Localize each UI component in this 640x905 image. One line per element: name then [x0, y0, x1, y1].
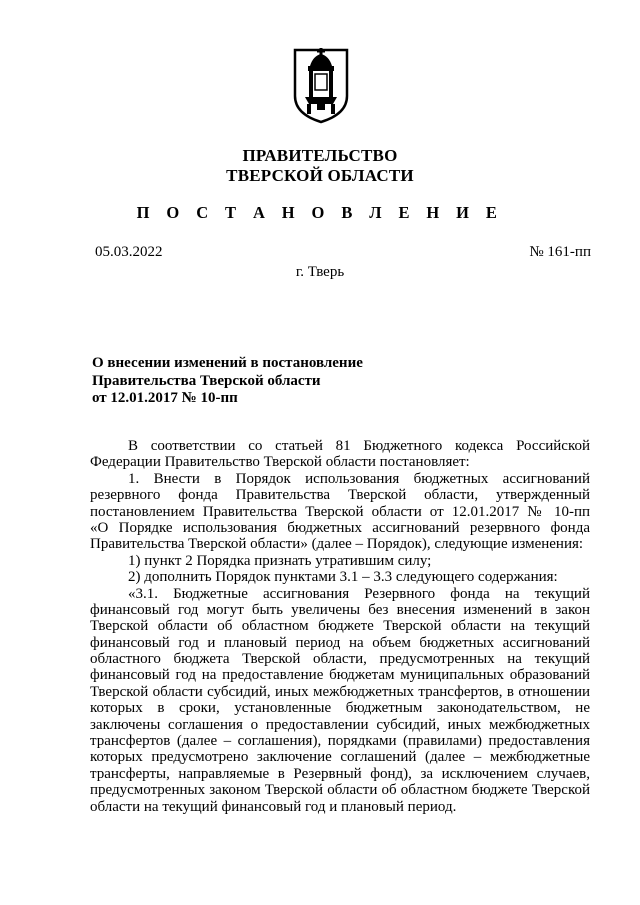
body-line: трансферты, направляемые в Резервный фонд), за исключением случаев,: [90, 765, 590, 782]
subject-line: Правительства Тверской области: [92, 372, 321, 389]
body-line: В соответствии со статьей 81 Бюджетного кодекса Российской: [128, 438, 590, 454]
coat-of-arms-emblem: [291, 44, 351, 124]
body-line: предусмотренных законом Тверской области об областном бюджете Тверской: [90, 782, 590, 799]
document-body: [90, 438, 590, 815]
government-title-line1: ПРАВИТЕЛЬСТВО: [242, 146, 398, 165]
subject-line: от 12.01.2017 № 10-пп: [92, 390, 238, 406]
government-title-line2: ТВЕРСКОЙ ОБЛАСТИ: [226, 166, 414, 185]
document-type-heading: П О С Т А Н О В Л Е Н И Е: [136, 203, 504, 222]
body-line: 1) пункт 2 Порядка признать утратившим силу;: [128, 552, 432, 569]
body-line: областного бюджета Тверской области, предусмотренных на текущий: [90, 651, 590, 668]
body-line: Тверской области об областном бюджете Тверской области на текущий: [90, 618, 590, 635]
body-line: Тверской области субсидий, иных межбюджетных трансфертов, в отношении: [90, 683, 590, 700]
body-line: Федерации Правительство Тверской области постановляет:: [90, 454, 470, 471]
body-line: которых предусмотрено заключение соглашений (далее – межбюджетные: [90, 749, 590, 766]
document-city: г. Тверь: [295, 264, 345, 280]
body-line: области на текущий финансовый год и плановый период.: [90, 798, 457, 815]
body-line: финансовый год могут быть увеличены без внесения изменений в закон: [90, 601, 590, 618]
body-line: финансовый год и плановый период на объем бюджетных ассигнований: [90, 634, 590, 651]
body-line: постановлением Правительства Тверской области от 12.01.2017 № 10-пп: [90, 503, 590, 520]
body-line: 1. Внести в Порядок использования бюджетных ассигнований: [128, 470, 590, 487]
body-line: «3.1. Бюджетные ассигнования Резервного фонда на текущий: [128, 585, 590, 602]
body-line: 2) дополнить Порядок пунктами 3.1 – 3.3 следующего содержания:: [128, 569, 558, 586]
document-date: 05.03.2022: [95, 244, 163, 260]
body-line: трансфертов (далее – соглашения), порядками (правилами) предоставления: [90, 733, 590, 750]
body-line: заключены соглашения о предоставлении субсидий, иных межбюджетных: [90, 716, 590, 733]
body-line: Правительства Тверской области» (далее – Порядок), следующие изменения:: [90, 536, 584, 553]
body-line: «О Порядке использования бюджетных ассигнований резервного фонда: [90, 519, 590, 536]
body-line: резервного фонда Правительства Тверской области, утвержденный: [90, 487, 590, 504]
document-number: № 161-пп: [529, 244, 591, 260]
document-subject: [92, 355, 363, 408]
body-line: финансовый год на предоставление бюджетам муниципальных образований: [90, 667, 590, 684]
subject-line: О внесении изменений в постановление: [92, 355, 363, 371]
body-line: которых в сроки, установленные бюджетным законодательством, не: [90, 700, 590, 717]
